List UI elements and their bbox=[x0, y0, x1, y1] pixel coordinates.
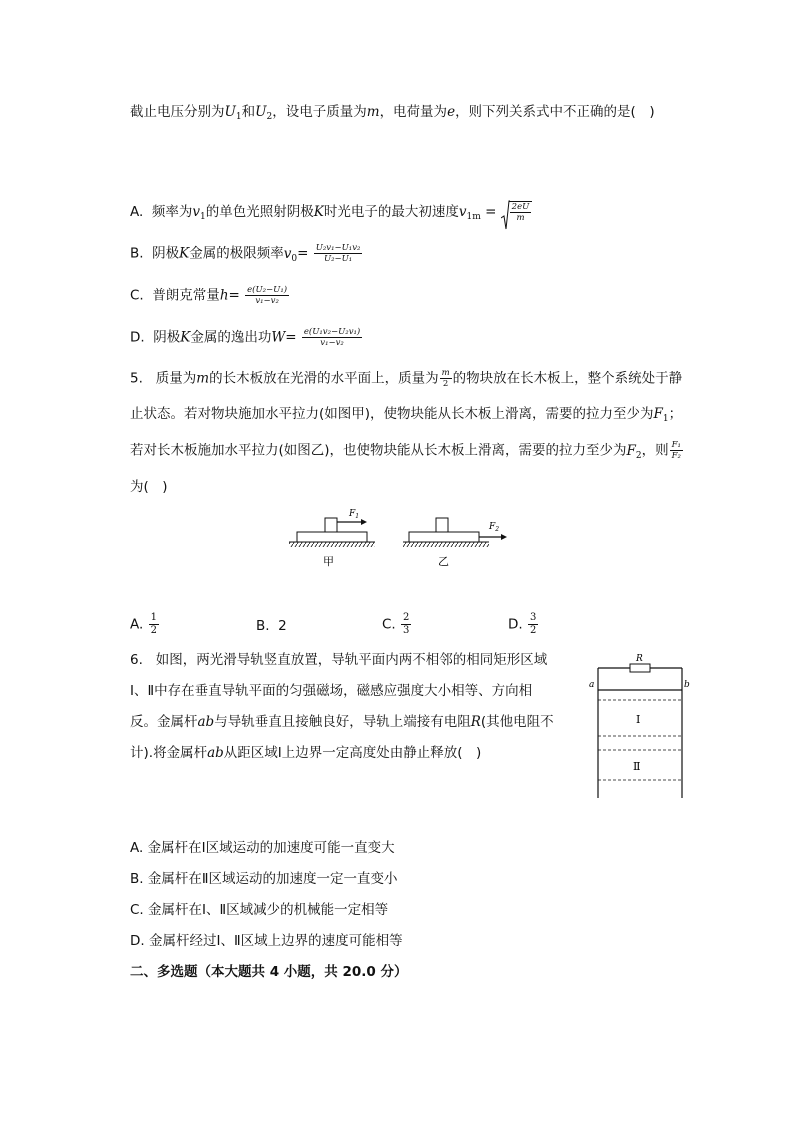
stem-text: 的物块放在长木板上，整个系统处于静 bbox=[452, 370, 683, 387]
block bbox=[325, 518, 337, 532]
frac-den: m bbox=[516, 213, 525, 223]
q5-line-1 bbox=[130, 368, 682, 389]
equals-sign: = bbox=[228, 287, 240, 304]
u1-symbol: $U_1$ bbox=[224, 104, 242, 122]
stem-text: 质量为 bbox=[155, 370, 197, 387]
stem-text: 为( ) bbox=[130, 479, 168, 495]
q5-option-c bbox=[382, 612, 412, 637]
stem-text: 若对长木板施加水平拉力(如图乙)，也使物块能从长木板上滑离，需要的拉力至少为 bbox=[130, 442, 627, 459]
option-label: B. bbox=[130, 871, 144, 887]
q6-option-d bbox=[130, 931, 403, 951]
stem-text: 反。金属杆 bbox=[130, 714, 198, 730]
option-label: A. bbox=[130, 204, 144, 220]
sqrt-sign-icon bbox=[501, 200, 510, 230]
stem-text: 与导轨垂直且接触良好，导轨上端接有电阻 bbox=[214, 714, 471, 730]
equals-sign: = bbox=[285, 329, 297, 346]
stem-text: ，设电子质量为 bbox=[272, 104, 367, 120]
q5-figure bbox=[285, 502, 515, 570]
ab-symbol: ab bbox=[207, 745, 224, 761]
w-symbol: W bbox=[271, 329, 286, 346]
question-number: 6. bbox=[130, 652, 143, 668]
region-label-ii: Ⅱ bbox=[633, 760, 641, 773]
force-label: $F_1$ bbox=[349, 509, 360, 520]
region-label-i: Ⅰ bbox=[636, 713, 641, 726]
stem-text: 截止电压分别为 bbox=[130, 104, 225, 120]
stem-text: ，则下列关系式中不正确的是( ) bbox=[455, 104, 655, 120]
stem-text: ，则 bbox=[641, 442, 669, 459]
option-text: 阴极 bbox=[152, 245, 180, 262]
option-text: 金属杆在Ⅱ区域运动的加速度一定一直变小 bbox=[147, 871, 398, 887]
q5-option-d bbox=[508, 612, 539, 637]
q5-line-4 bbox=[130, 477, 168, 497]
option-label: D. bbox=[130, 329, 145, 346]
option-label: C. bbox=[130, 902, 144, 918]
q6-option-b bbox=[130, 869, 398, 889]
m-symbol: m bbox=[196, 370, 210, 387]
e-symbol: e bbox=[447, 104, 456, 120]
option-label: C. bbox=[382, 616, 396, 633]
option-text: 阴极 bbox=[153, 329, 181, 346]
stem-text: (其他电阻不 bbox=[480, 714, 554, 730]
q4-option-b bbox=[130, 243, 363, 269]
stem-text: 如图，两光滑导轨竖直放置，导轨平面内两不相邻的相同矩形区域 bbox=[155, 652, 548, 668]
q6-line-1 bbox=[130, 650, 547, 670]
q5-option-b bbox=[256, 616, 287, 636]
option-text: 金属杆在Ⅰ、Ⅱ区域减少的机械能一定相等 bbox=[148, 902, 389, 918]
fraction: $\frac{2}{3}$ bbox=[403, 612, 410, 636]
stem-text: ，电荷量为 bbox=[379, 104, 448, 120]
option-text: 的单色光照射阴极 bbox=[205, 204, 314, 220]
ab-symbol: ab bbox=[197, 714, 215, 730]
stem-text: Ⅰ、Ⅱ中存在垂直导轨平面的匀强磁场，磁感应强度大小相等、方向相 bbox=[130, 683, 533, 699]
k-symbol: K bbox=[180, 329, 191, 346]
option-text: 金属杆在Ⅰ区域运动的加速度可能一直变大 bbox=[147, 840, 395, 856]
long-board bbox=[297, 532, 367, 542]
q5-option-a bbox=[130, 612, 160, 637]
option-label: A. bbox=[130, 616, 144, 633]
question-4-stem bbox=[130, 102, 655, 127]
fraction: $\frac{\text{e(U₁v₂−U₂v₁)}}{\text{v₁−v₂}}$ bbox=[303, 327, 361, 348]
q5-line-3 bbox=[130, 440, 684, 466]
stem-text: 止状态。若对物块施加水平拉力(如图甲)，使物块能从长木板上滑离，需要的拉力至少为 bbox=[130, 406, 654, 422]
fraction: $\frac{\text{e(U₂−U₁)}}{\text{v₁−v₂}}$ bbox=[247, 285, 288, 306]
stem-text: 从距区域Ⅰ上边界一定高度处由静止释放( ) bbox=[223, 745, 482, 761]
option-label: B. bbox=[130, 245, 144, 262]
q6-figure bbox=[588, 652, 692, 800]
question-number: 5. bbox=[130, 370, 143, 387]
v0-symbol: $v_0$ bbox=[283, 245, 298, 264]
section-heading-multi-choice bbox=[130, 962, 408, 982]
figure-jia bbox=[289, 509, 375, 568]
q5-line-2 bbox=[130, 404, 682, 429]
q6-line-3 bbox=[130, 712, 554, 732]
option-label: D. bbox=[508, 616, 523, 633]
m-symbol: m bbox=[366, 104, 380, 120]
f1-symbol: $F_1$ bbox=[653, 406, 669, 424]
q6-line-2 bbox=[130, 681, 532, 701]
stem-text: .将金属杆 bbox=[148, 745, 208, 761]
ground-hatch bbox=[289, 542, 375, 547]
q6-option-a bbox=[130, 838, 395, 858]
f2-symbol: $F_2$ bbox=[626, 442, 642, 461]
fraction: $\frac{\text{U₂v₁−U₁v₂}}{\text{U₂−U₁}}$ bbox=[315, 243, 361, 264]
fraction: $\frac{1}{2}$ bbox=[150, 612, 157, 636]
option-text: 普朗克常量 bbox=[152, 287, 220, 304]
q6-line-4 bbox=[130, 743, 481, 763]
rod-end-b: b bbox=[684, 680, 690, 690]
option-value: 2 bbox=[278, 618, 287, 634]
q4-option-c bbox=[130, 285, 290, 306]
option-label: C. bbox=[130, 287, 144, 304]
fraction-f1-over-f2: $\frac{\text{F₁}}{\text{F₂}}$ bbox=[671, 440, 681, 461]
h-symbol: h bbox=[219, 287, 229, 304]
long-board bbox=[409, 532, 479, 542]
v1-symbol: $v_1$ bbox=[192, 204, 206, 222]
stem-text: 计) bbox=[130, 745, 149, 761]
r-symbol: R bbox=[470, 714, 481, 730]
figure-caption-yi: 乙 bbox=[438, 555, 449, 568]
option-label: D. bbox=[130, 933, 145, 949]
fraction: $\frac{3}{2}$ bbox=[529, 612, 537, 636]
q6-option-c bbox=[130, 900, 388, 920]
option-label: B. bbox=[256, 618, 270, 634]
option-text: 时光电子的最大初速度 bbox=[323, 204, 459, 220]
figure-yi bbox=[403, 518, 507, 568]
option-text: 金属的逸出功 bbox=[190, 329, 272, 346]
u2-symbol: $U_2$ bbox=[255, 104, 273, 122]
stem-text: 的长木板放在光滑的水平面上，质量为 bbox=[209, 370, 439, 387]
k-symbol: K bbox=[179, 245, 190, 262]
q4-option-a bbox=[130, 201, 532, 227]
arrow-head-icon bbox=[501, 534, 507, 540]
figure-caption-jia: 甲 bbox=[323, 555, 334, 568]
rod-end-a: a bbox=[589, 680, 595, 690]
stem-text: ； bbox=[668, 406, 683, 422]
equals-sign: = bbox=[485, 204, 497, 220]
section-title: 二、多选题（本大题共 4 小题，共 20.0 分） bbox=[130, 964, 408, 980]
fraction-m-over-2: $\frac{m}{2}$ bbox=[441, 368, 450, 389]
arrow-head-icon bbox=[361, 519, 367, 525]
k-symbol: K bbox=[313, 204, 324, 220]
equals-sign: = bbox=[297, 245, 309, 262]
stem-text: 和 bbox=[241, 104, 256, 120]
ground-hatch bbox=[403, 542, 489, 547]
option-text: 频率为 bbox=[151, 204, 193, 220]
q4-option-d bbox=[130, 327, 363, 348]
option-text: 金属杆经过Ⅰ、Ⅱ区域上边界的速度可能相等 bbox=[148, 933, 403, 949]
sqrt-expression bbox=[501, 201, 533, 223]
v1m-symbol: $v_{1m}$ bbox=[458, 204, 481, 222]
force-label: $F_2$ bbox=[489, 522, 500, 533]
block bbox=[436, 518, 448, 532]
resistor-icon bbox=[630, 664, 650, 672]
option-text: 金属的极限频率 bbox=[189, 245, 284, 262]
resistor-label: R bbox=[636, 654, 643, 664]
frac-num: 2eU bbox=[511, 202, 530, 212]
option-label: A. bbox=[130, 840, 144, 856]
